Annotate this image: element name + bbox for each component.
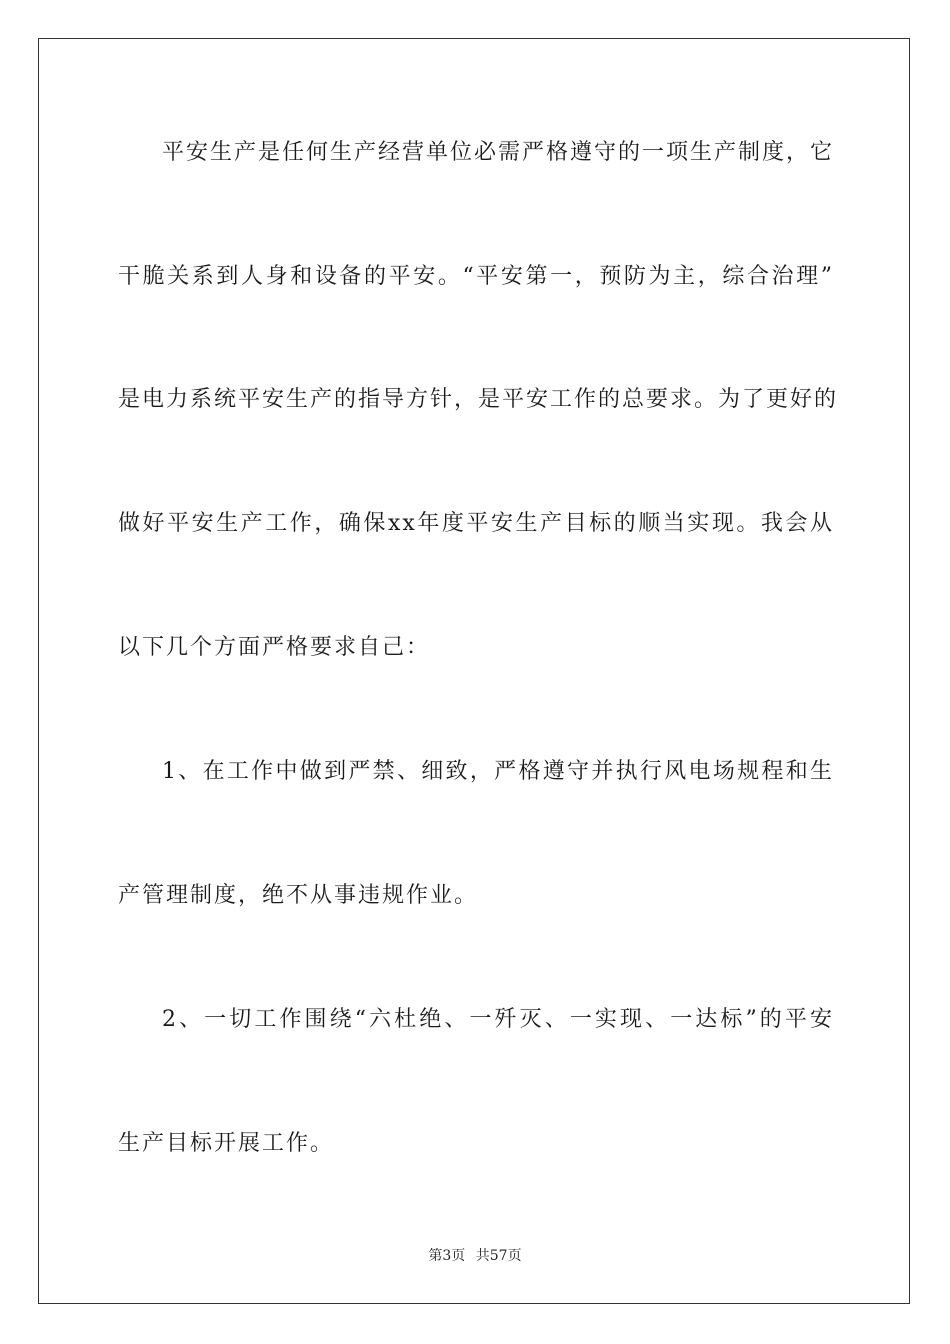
- paragraph-1-line-4: 做好平安生产工作，确保xx年度平安生产目标的顺当实现。我会从: [118, 511, 834, 536]
- list-item-1-line-2: 产管理制度，绝不从事违规作业。: [118, 883, 479, 908]
- paragraph-1-line-1: 平安生产是任何生产经营单位必需严格遵守的一项生产制度，它: [162, 140, 835, 165]
- page-number: 第3页: [428, 1248, 466, 1264]
- list-item-2-line-1: 2、一切工作围绕“六杜绝、一歼灭、一实现、一达标”的平安: [162, 1007, 834, 1032]
- page-border: [38, 38, 910, 1304]
- list-item-2-line-2: 生产目标开展工作。: [118, 1131, 335, 1156]
- paragraph-1-line-5: 以下几个方面严格要求自己：: [118, 635, 431, 660]
- paragraph-1-line-2: 干脆关系到人身和设备的平安。“平安第一，预防为主，综合治理”: [118, 264, 834, 289]
- page-footer: [0, 1246, 950, 1266]
- list-item-1-line-1: 1、在工作中做到严禁、细致，严格遵守并执行风电场规程和生: [162, 759, 834, 784]
- page-total: 共57页: [475, 1248, 522, 1264]
- paragraph-1-line-3: 是电力系统平安生产的指导方针，是平安工作的总要求。为了更好的: [118, 387, 839, 412]
